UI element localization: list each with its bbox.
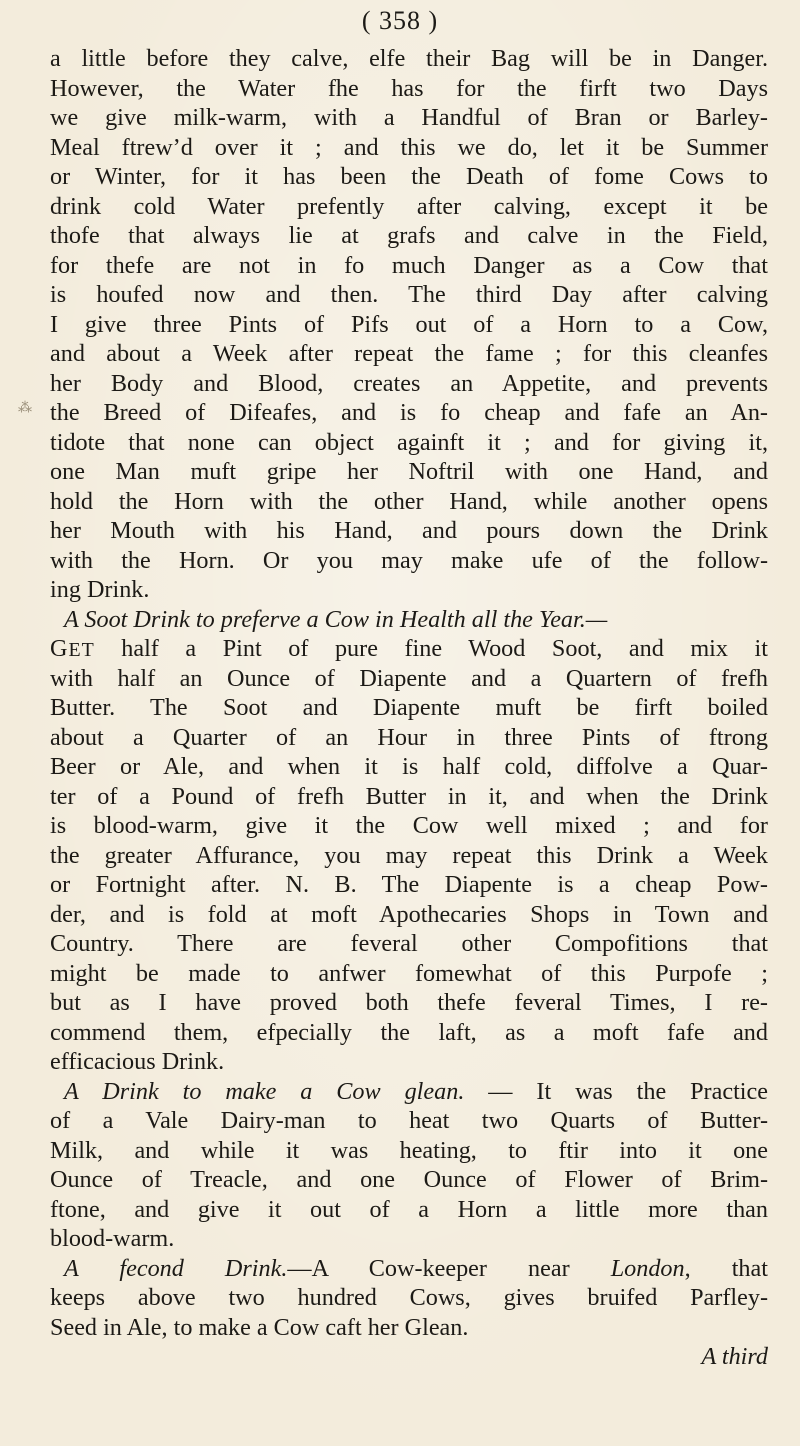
text-line: hold the Horn with the other Hand, while another opens xyxy=(50,487,768,515)
text-line: I give three Pints of Pifs out of a Horn to a Cow, xyxy=(50,310,768,338)
text-line: her Body and Blood, creates an Appetite, and prevents xyxy=(50,369,768,397)
text-line: drink cold Water prefently after calving, except it be xyxy=(50,192,768,220)
section-heading-second-drink xyxy=(50,1254,768,1284)
text-fragment: half a Pint of pure fine Wood Soot, and mix it xyxy=(94,635,768,662)
text-fragment: , that xyxy=(684,1254,768,1282)
margin-mark: ⁂ xyxy=(18,401,32,416)
text-line: thofe that always lie at grafs and calve in the Field, xyxy=(50,222,768,249)
text-line: with the Horn. Or you may make ufe of the follow- xyxy=(50,546,768,574)
text-line: the greater Affurance, you may repeat this Drink a Week xyxy=(50,841,768,869)
place-name: London xyxy=(610,1254,685,1282)
text-line: Seed in Ale, to make a Cow caft her Glean. xyxy=(50,1313,469,1341)
drop-word: GET xyxy=(50,635,95,662)
section-heading-glean-drink xyxy=(50,1077,768,1107)
text-line: However, the Water fhe has for the firft two Days xyxy=(50,74,768,102)
text-line: and about a Week after repeat the fame ; for this cleanfes xyxy=(50,340,768,367)
text-line: blood-warm. xyxy=(50,1225,175,1252)
text-line: is blood-warm, give it the Cow well mixed ; and for xyxy=(50,812,768,839)
section-heading-soot-drink: A Soot Drink to preferve a Cow in Health all the Year.— xyxy=(64,605,608,633)
text-fragment: — It was the Practice xyxy=(464,1077,768,1105)
text-line: ter of a Pound of frefh Butter in it, and when the Drink xyxy=(50,782,768,810)
text-line: Meal ftrew’d over it ; and this we do, let it be Summer xyxy=(50,133,768,161)
text-line: is houfed now and then. The third Day after calving xyxy=(50,281,768,308)
text-line: Butter. The Soot and Diapente muft be firft boiled xyxy=(50,694,768,721)
heading-text: A fecond Drink. xyxy=(64,1254,288,1282)
text-line: but as I have proved both thefe feveral Times, I re- xyxy=(50,989,768,1016)
text-line: or Winter, for it has been the Death of fome Cows to xyxy=(50,163,768,190)
text-line: or Fortnight after. N. B. The Diapente is a cheap Pow- xyxy=(50,871,768,898)
text-line: her Mouth with his Hand, and pours down the Drink xyxy=(50,517,768,544)
text-line: ing Drink. xyxy=(50,576,150,603)
text-line: Country. There are feveral other Compofitions that xyxy=(50,930,768,957)
text-line: keeps above two hundred Cows, gives bruifed Parfley- xyxy=(50,1284,768,1311)
text-line: of a Vale Dairy-man to heat two Quarts of Butter- xyxy=(50,1107,768,1134)
page-number: ( 358 ) xyxy=(361,6,439,35)
body-text xyxy=(50,44,768,1372)
text-line: for thefe are not in fo much Danger as a Cow that xyxy=(50,251,768,279)
text-line: Beer or Ale, and when it is half cold, diffolve a Quar- xyxy=(50,753,768,780)
text-line: might be made to anfwer fomewhat of this Purpofe ; xyxy=(50,959,768,987)
text-line: efficacious Drink. xyxy=(50,1048,225,1075)
text-line xyxy=(50,634,768,664)
text-fragment: —A Cow-keeper near xyxy=(287,1254,611,1282)
text-line: with half an Ounce of Diapente and a Quartern of frefh xyxy=(50,664,768,692)
text-line: the Breed of Difeafes, and is fo cheap and fafe an An- xyxy=(50,399,768,426)
text-line: ftone, and give it out of a Horn a little more than xyxy=(50,1195,768,1223)
text-line: about a Quarter of an Hour in three Pints of ftrong xyxy=(50,723,768,751)
text-line: tidote that none can object againft it ; and for giving it, xyxy=(50,428,768,456)
text-line: commend them, efpecially the laft, as a moft fafe and xyxy=(50,1018,768,1046)
heading-text: A Drink to make a Cow glean. xyxy=(64,1077,465,1105)
text-line: one Man muft gripe her Noftril with one Hand, and xyxy=(50,458,768,485)
text-line: der, and is fold at moft Apothecaries Shops in Town and xyxy=(50,900,768,928)
text-line: Milk, and while it was heating, to ftir into it one xyxy=(50,1136,768,1164)
text-line: a little before they calve, elfe their Bag will be in Danger. xyxy=(50,45,768,72)
catchword: A third xyxy=(701,1343,768,1370)
text-line: we give milk-warm, with a Handful of Bran or Barley- xyxy=(50,104,768,131)
text-line: Ounce of Treacle, and one Ounce of Flower of Brim- xyxy=(50,1166,768,1193)
